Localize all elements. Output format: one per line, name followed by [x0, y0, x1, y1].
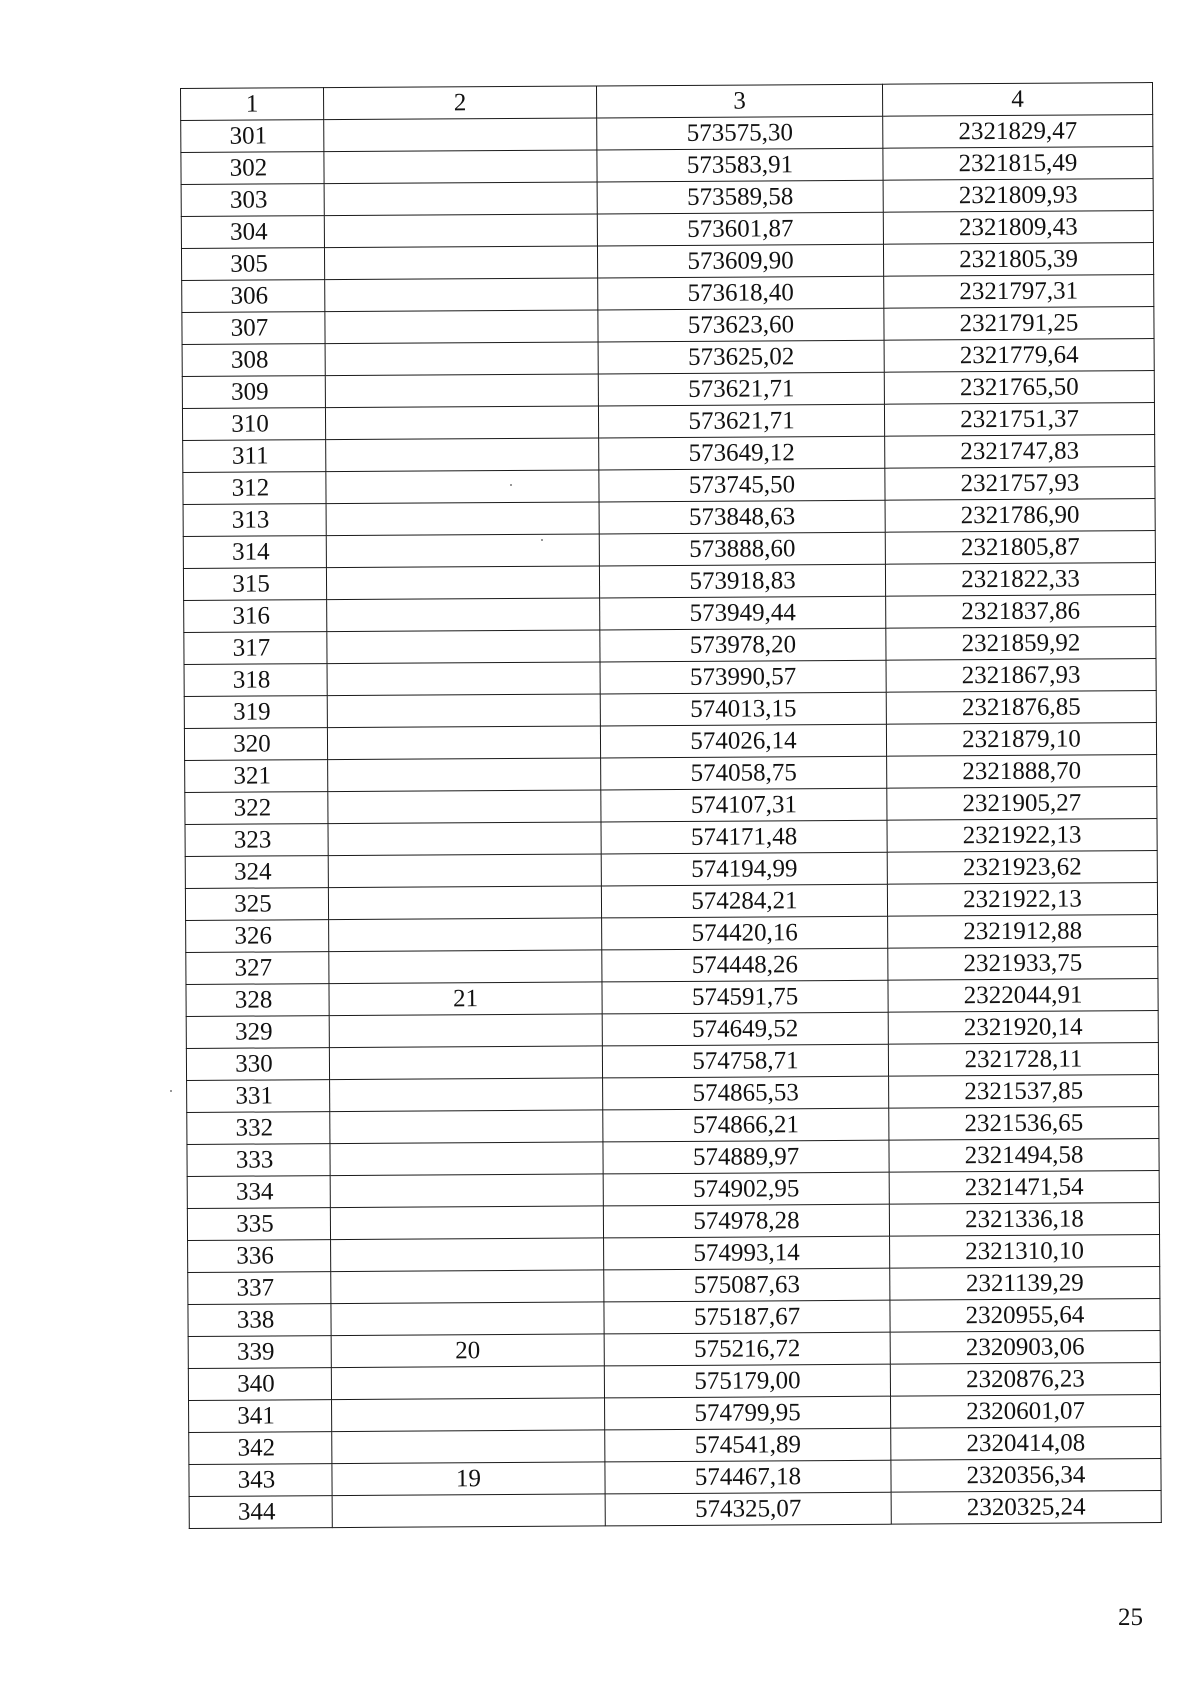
y-coordinate-cell: 2321829,47: [883, 115, 1153, 149]
y-coordinate-cell: 2320601,07: [891, 1395, 1161, 1429]
x-coordinate-cell: 574107,31: [601, 788, 887, 822]
table-row: [184, 691, 1156, 729]
table-row: [183, 531, 1155, 569]
column-2-cell: [330, 1078, 603, 1112]
y-coordinate-cell: 2321779,64: [884, 339, 1154, 373]
point-number-cell: 343: [189, 1464, 332, 1497]
x-coordinate-cell: 574058,75: [601, 756, 887, 790]
table-row: [185, 787, 1157, 825]
y-coordinate-cell: 2321471,54: [889, 1171, 1159, 1205]
point-number-cell: 312: [183, 472, 326, 505]
point-number-cell: 328: [186, 984, 329, 1017]
x-coordinate-cell: 574889,97: [603, 1140, 889, 1174]
x-coordinate-cell: 573990,57: [600, 660, 886, 694]
point-number-cell: 335: [187, 1208, 330, 1241]
column-2-cell: [325, 278, 598, 312]
column-2-cell: [331, 1366, 604, 1400]
y-coordinate-cell: 2321876,85: [886, 691, 1156, 725]
x-coordinate-cell: 574591,75: [602, 980, 888, 1014]
point-number-cell: 332: [187, 1112, 330, 1145]
column-2-cell: [327, 726, 600, 760]
column-2-cell: [329, 918, 602, 952]
point-number-cell: 325: [185, 888, 328, 921]
column-2-cell: [332, 1430, 605, 1464]
column-2-cell: [331, 1238, 604, 1272]
x-coordinate-cell: 574866,21: [603, 1108, 889, 1142]
y-coordinate-cell: 2321837,86: [886, 595, 1156, 629]
x-coordinate-cell: 574993,14: [604, 1236, 890, 1270]
column-2-cell: [331, 1302, 604, 1336]
y-coordinate-cell: 2321933,75: [888, 947, 1158, 981]
y-coordinate-cell: 2321859,92: [886, 627, 1156, 661]
column-2-cell: [324, 150, 597, 184]
x-coordinate-cell: 574758,71: [602, 1044, 888, 1078]
x-coordinate-cell: 574799,95: [605, 1396, 891, 1430]
y-coordinate-cell: 2321805,87: [885, 531, 1155, 565]
table-row: [186, 1011, 1158, 1049]
column-2-cell: [329, 1046, 602, 1080]
table-row: [186, 947, 1158, 985]
point-number-cell: 344: [189, 1496, 332, 1529]
point-number-cell: 321: [185, 760, 328, 793]
x-coordinate-cell: 573618,40: [598, 276, 884, 310]
table-row: [183, 467, 1155, 505]
y-coordinate-cell: 2322044,91: [888, 979, 1158, 1013]
point-number-cell: 322: [185, 792, 328, 825]
table-row: [186, 915, 1158, 953]
table-row: [189, 1395, 1161, 1433]
column-2-cell: 21: [329, 982, 602, 1016]
y-coordinate-cell: 2321751,37: [884, 403, 1154, 437]
table-row: [185, 883, 1157, 921]
y-coordinate-cell: 2321765,50: [884, 371, 1154, 405]
table-row: [188, 1331, 1160, 1369]
point-number-cell: 339: [188, 1336, 331, 1369]
table-row: [187, 1139, 1159, 1177]
y-coordinate-cell: 2320876,23: [890, 1363, 1160, 1397]
x-coordinate-cell: 574541,89: [605, 1428, 891, 1462]
y-coordinate-cell: 2321537,85: [889, 1075, 1159, 1109]
point-number-cell: 323: [185, 824, 328, 857]
point-number-cell: 338: [188, 1304, 331, 1337]
point-number-cell: 341: [189, 1400, 332, 1433]
column-2-cell: [327, 662, 600, 696]
y-coordinate-cell: 2321920,14: [888, 1011, 1158, 1045]
y-coordinate-cell: 2321922,13: [887, 883, 1157, 917]
x-coordinate-cell: 573601,87: [597, 212, 883, 246]
table-row: [181, 115, 1153, 153]
point-number-cell: 327: [186, 952, 329, 985]
coordinates-table: [180, 82, 1162, 1529]
table-row: [187, 1203, 1159, 1241]
table-row: [186, 1043, 1158, 1081]
table-row: [184, 723, 1156, 761]
column-2-cell: [325, 374, 598, 408]
column-2-cell: [324, 182, 597, 216]
column-2-cell: [326, 502, 599, 536]
table-row: [181, 147, 1153, 185]
y-coordinate-cell: 2321809,93: [883, 179, 1153, 213]
y-coordinate-cell: 2321139,29: [890, 1267, 1160, 1301]
point-number-cell: 329: [186, 1016, 329, 1049]
point-number-cell: 326: [186, 920, 329, 953]
column-header-2: 2: [324, 86, 597, 120]
column-2-cell: 20: [331, 1334, 604, 1368]
x-coordinate-cell: 573623,60: [598, 308, 884, 342]
table-row: [184, 595, 1156, 633]
table-row: [187, 1107, 1159, 1145]
x-coordinate-cell: 575087,63: [604, 1268, 890, 1302]
point-number-cell: 334: [187, 1176, 330, 1209]
column-2-cell: [325, 342, 598, 376]
table-row: [183, 499, 1155, 537]
x-coordinate-cell: 574325,07: [605, 1492, 891, 1526]
y-coordinate-cell: 2320955,64: [890, 1299, 1160, 1333]
table-row: [188, 1299, 1160, 1337]
column-2-cell: [330, 1174, 603, 1208]
point-number-cell: 331: [187, 1080, 330, 1113]
column-2-cell: [326, 438, 599, 472]
column-header-3: 3: [596, 84, 882, 118]
scan-speck: [510, 484, 512, 486]
point-number-cell: 311: [183, 440, 326, 473]
point-number-cell: 308: [182, 344, 325, 377]
table-row: [188, 1267, 1160, 1305]
x-coordinate-cell: 574171,48: [601, 820, 887, 854]
x-coordinate-cell: 574194,99: [601, 852, 887, 886]
scan-speck: [170, 1090, 172, 1092]
table-row: [187, 1075, 1159, 1113]
table-row: [185, 851, 1157, 889]
column-2-cell: [329, 950, 602, 984]
table-body: [181, 115, 1162, 1529]
y-coordinate-cell: 2321494,58: [889, 1139, 1159, 1173]
table-row: [188, 1235, 1160, 1273]
column-2-cell: [324, 214, 597, 248]
column-2-cell: [325, 310, 598, 344]
table-row: [181, 243, 1153, 281]
column-2-cell: [328, 758, 601, 792]
point-number-cell: 314: [183, 536, 326, 569]
x-coordinate-cell: 574284,21: [601, 884, 887, 918]
table-row: [182, 339, 1154, 377]
column-2-cell: [328, 854, 601, 888]
x-coordinate-cell: 574865,53: [603, 1076, 889, 1110]
x-coordinate-cell: 573745,50: [599, 468, 885, 502]
table-row: [182, 307, 1154, 345]
x-coordinate-cell: 573589,58: [597, 180, 883, 214]
y-coordinate-cell: 2321805,39: [883, 243, 1153, 277]
x-coordinate-cell: 573848,63: [599, 500, 885, 534]
y-coordinate-cell: 2321809,43: [883, 211, 1153, 245]
y-coordinate-cell: 2320356,34: [891, 1459, 1161, 1493]
y-coordinate-cell: 2321757,93: [885, 467, 1155, 501]
y-coordinate-cell: 2320903,06: [890, 1331, 1160, 1365]
column-2-cell: [332, 1494, 605, 1528]
table-row: [189, 1491, 1161, 1529]
column-2-cell: [328, 886, 601, 920]
table-row: [185, 819, 1157, 857]
point-number-cell: 324: [185, 856, 328, 889]
x-coordinate-cell: 573575,30: [597, 116, 883, 150]
point-number-cell: 316: [184, 600, 327, 633]
point-number-cell: 313: [183, 504, 326, 537]
x-coordinate-cell: 574467,18: [605, 1460, 891, 1494]
page-number: 25: [1118, 1604, 1143, 1631]
y-coordinate-cell: 2321822,33: [885, 563, 1155, 597]
y-coordinate-cell: 2321922,13: [887, 819, 1157, 853]
x-coordinate-cell: 574448,26: [602, 948, 888, 982]
y-coordinate-cell: 2321879,10: [886, 723, 1156, 757]
x-coordinate-cell: 575179,00: [604, 1364, 890, 1398]
table-row: [186, 979, 1158, 1017]
y-coordinate-cell: 2321747,83: [885, 435, 1155, 469]
x-coordinate-cell: 575216,72: [604, 1332, 890, 1366]
column-2-cell: [324, 118, 597, 152]
y-coordinate-cell: 2321923,62: [887, 851, 1157, 885]
column-2-cell: [326, 470, 599, 504]
point-number-cell: 336: [188, 1240, 331, 1273]
x-coordinate-cell: 574420,16: [602, 916, 888, 950]
table-row: [184, 659, 1156, 697]
point-number-cell: 337: [188, 1272, 331, 1305]
table-row: [181, 211, 1153, 249]
point-number-cell: 303: [181, 184, 324, 217]
point-number-cell: 310: [182, 408, 325, 441]
point-number-cell: 318: [184, 664, 327, 697]
y-coordinate-cell: 2321728,11: [888, 1043, 1158, 1077]
x-coordinate-cell: 573949,44: [600, 596, 886, 630]
column-2-cell: [329, 1014, 602, 1048]
point-number-cell: 317: [184, 632, 327, 665]
point-number-cell: 340: [188, 1368, 331, 1401]
y-coordinate-cell: 2321815,49: [883, 147, 1153, 181]
y-coordinate-cell: 2321867,93: [886, 659, 1156, 693]
column-header-4: 4: [882, 83, 1152, 117]
point-number-cell: 319: [184, 696, 327, 729]
point-number-cell: 301: [181, 120, 324, 153]
column-2-cell: [326, 566, 599, 600]
column-header-1: 1: [181, 88, 324, 121]
x-coordinate-cell: 573621,71: [598, 372, 884, 406]
table-row: [185, 755, 1157, 793]
point-number-cell: 333: [187, 1144, 330, 1177]
column-2-cell: [327, 630, 600, 664]
y-coordinate-cell: 2321797,31: [884, 275, 1154, 309]
point-number-cell: 302: [181, 152, 324, 185]
column-2-cell: [331, 1270, 604, 1304]
column-2-cell: [328, 790, 601, 824]
point-number-cell: 306: [182, 280, 325, 313]
point-number-cell: 315: [183, 568, 326, 601]
x-coordinate-cell: 573609,90: [597, 244, 883, 278]
point-number-cell: 309: [182, 376, 325, 409]
x-coordinate-cell: 575187,67: [604, 1300, 890, 1334]
column-2-cell: 19: [332, 1462, 605, 1496]
table-row: [184, 627, 1156, 665]
column-2-cell: [324, 246, 597, 280]
table-row: [182, 371, 1154, 409]
table-row: [188, 1363, 1160, 1401]
point-number-cell: 320: [184, 728, 327, 761]
table-row: [189, 1427, 1161, 1465]
column-2-cell: [330, 1142, 603, 1176]
table-row: [189, 1459, 1161, 1497]
x-coordinate-cell: 573621,71: [598, 404, 884, 438]
column-2-cell: [326, 534, 599, 568]
column-2-cell: [332, 1398, 605, 1432]
point-number-cell: 330: [186, 1048, 329, 1081]
column-2-cell: [330, 1206, 603, 1240]
x-coordinate-cell: 573978,20: [600, 628, 886, 662]
y-coordinate-cell: 2320414,08: [891, 1427, 1161, 1461]
table-row: [183, 435, 1155, 473]
x-coordinate-cell: 574026,14: [600, 724, 886, 758]
x-coordinate-cell: 573625,02: [598, 340, 884, 374]
y-coordinate-cell: 2321905,27: [887, 787, 1157, 821]
point-number-cell: 304: [181, 216, 324, 249]
column-2-cell: [327, 598, 600, 632]
y-coordinate-cell: 2321791,25: [884, 307, 1154, 341]
point-number-cell: 307: [182, 312, 325, 345]
x-coordinate-cell: 574902,95: [603, 1172, 889, 1206]
column-2-cell: [327, 694, 600, 728]
table-row: [187, 1171, 1159, 1209]
y-coordinate-cell: 2321786,90: [885, 499, 1155, 533]
table-row: [181, 179, 1153, 217]
column-2-cell: [330, 1110, 603, 1144]
y-coordinate-cell: 2321912,88: [888, 915, 1158, 949]
y-coordinate-cell: 2320325,24: [891, 1491, 1161, 1525]
table-row: [182, 275, 1154, 313]
x-coordinate-cell: 573918,83: [599, 564, 885, 598]
y-coordinate-cell: 2321310,10: [890, 1235, 1160, 1269]
y-coordinate-cell: 2321336,18: [889, 1203, 1159, 1237]
point-number-cell: 342: [189, 1432, 332, 1465]
table-row: [183, 563, 1155, 601]
y-coordinate-cell: 2321888,70: [887, 755, 1157, 789]
x-coordinate-cell: 574978,28: [603, 1204, 889, 1238]
x-coordinate-cell: 574013,15: [600, 692, 886, 726]
table-row: [182, 403, 1154, 441]
x-coordinate-cell: 573888,60: [599, 532, 885, 566]
x-coordinate-cell: 574649,52: [602, 1012, 888, 1046]
point-number-cell: 305: [181, 248, 324, 281]
x-coordinate-cell: 573583,91: [597, 148, 883, 182]
column-2-cell: [325, 406, 598, 440]
x-coordinate-cell: 573649,12: [599, 436, 885, 470]
column-2-cell: [328, 822, 601, 856]
scan-speck: [541, 539, 543, 541]
y-coordinate-cell: 2321536,65: [889, 1107, 1159, 1141]
